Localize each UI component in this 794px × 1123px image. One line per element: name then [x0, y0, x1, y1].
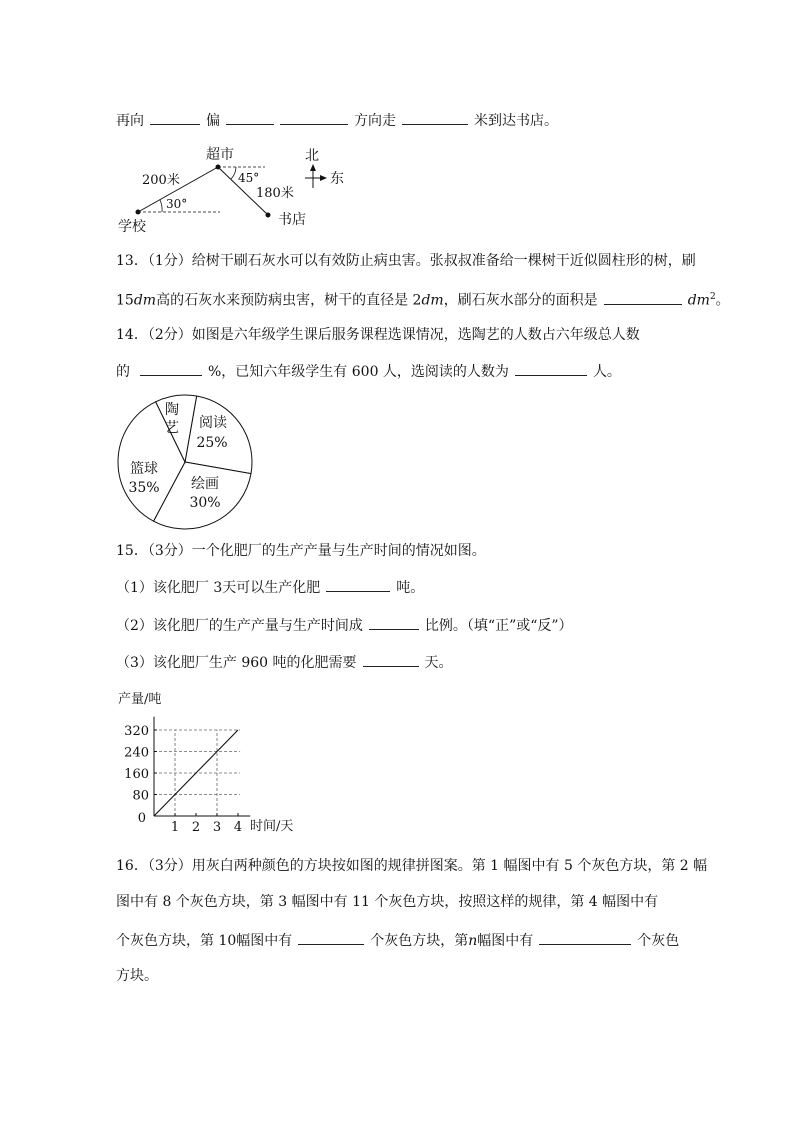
q14-line2: [116, 361, 621, 382]
q12-blank-direction2[interactable]: [226, 110, 274, 125]
supermarket-point: [216, 165, 221, 170]
q16-text: 个灰色方块，第: [370, 933, 469, 949]
q13-blank-area[interactable]: [604, 290, 682, 305]
pie-label-reading: 阅读: [199, 415, 227, 431]
east-label: 东: [330, 171, 344, 187]
q16-text: 个灰色方块，第 10幅图中有: [116, 933, 293, 949]
q14-text: 人。: [592, 364, 621, 380]
q16-line1: 16．（3分）用灰白两种颜色的方块按如图的规律拼图案。第 1 幅图中有 5 个灰色方块，第 2 幅: [116, 858, 708, 874]
angle-45-label: 45°: [238, 171, 260, 185]
q14-line1: 14．（2分）如图是六年级学生课后服务课程选课情况，选陶艺的人数占六年级总人数: [116, 327, 640, 343]
q15-stem: 15．（3分）一个化肥厂的生产产量与生产时间的情况如图。: [116, 543, 486, 559]
q15-text: 比例。（填“正”或“反”）: [424, 618, 573, 634]
q12-blank-direction1[interactable]: [150, 110, 200, 125]
y-tick-label: 240: [124, 745, 149, 761]
origin-label: 0: [137, 811, 146, 826]
q15-text: （2）该化肥厂的生产产量与生产时间成: [116, 618, 363, 634]
pie-label-basketball: 篮球: [130, 461, 158, 477]
pie-chart: [115, 392, 255, 532]
q15-blank-days[interactable]: [363, 652, 419, 667]
x-tick-label: 4: [233, 820, 243, 835]
compass-north-arrow-icon: [310, 164, 316, 171]
y-tick-label: 160: [124, 767, 149, 782]
x-tick-label: 2: [191, 820, 201, 835]
q12-blank-angle[interactable]: [280, 110, 348, 125]
q12-text: 米到达书店。: [474, 113, 558, 129]
pie-value-reading: 25%: [196, 435, 228, 451]
q13-text: 。: [715, 292, 730, 309]
q13-unit-exponent: 2: [709, 292, 716, 302]
compass-east-arrow-icon: [320, 175, 327, 181]
q13-text: 15: [116, 292, 134, 309]
north-label: 北: [305, 148, 319, 164]
distance-200-label: 200米: [142, 173, 180, 188]
supermarket-label: 超市: [206, 147, 234, 163]
angle-30-label: 30°: [166, 197, 188, 211]
q12-answer-line: [116, 110, 558, 131]
angle-arc-30: [160, 200, 162, 212]
distance-180-label: 180米: [256, 186, 294, 201]
q16-line2: 图中有 8 个灰色方块，第 3 幅图中有 11 个灰色方块，按照这样的规律，第 4 幅图中有: [116, 894, 659, 910]
bookstore-point: [266, 213, 271, 218]
q15-blank-proportion[interactable]: [369, 615, 419, 630]
q13-line2: [116, 287, 730, 311]
q15-text: （1）该化肥厂 3天可以生产化肥: [116, 580, 321, 596]
x-tick-label: 1: [170, 820, 180, 835]
q15-sub2: [116, 615, 573, 636]
pie-label-drawing: 绘画: [191, 476, 219, 492]
q12-text: 再向: [116, 113, 144, 129]
q15-text: 吨。: [396, 580, 425, 596]
q16-blank-nth[interactable]: [539, 930, 631, 945]
pie-label-pottery-1: 陶: [165, 402, 179, 418]
q13-text: ，刷石灰水部分的面积是: [443, 292, 598, 309]
q16-text: 幅图中有: [477, 933, 534, 949]
q16-blank-10th[interactable]: [298, 930, 364, 945]
q16-line3: [116, 930, 679, 951]
q14-blank-readers[interactable]: [515, 361, 587, 376]
q12-blank-distance[interactable]: [402, 110, 468, 125]
angle-arc-45: [231, 167, 236, 179]
q16-line4: 方块。: [116, 968, 158, 984]
bookstore-label: 书店: [278, 212, 306, 228]
q15-blank-tons[interactable]: [326, 577, 390, 592]
q14-text: %，已知六年级学生有 600 人，选阅读的人数为: [208, 364, 509, 380]
q13-unit: dm: [421, 292, 444, 309]
q13-unit: dm: [133, 292, 157, 309]
q13-text: 高的石灰水来预防病虫害，树干的直径是 2: [156, 292, 422, 309]
y-tick-label: 320: [124, 724, 149, 739]
q12-text: 偏: [206, 113, 220, 129]
x-tick-label: 3: [212, 820, 222, 835]
q16-variable-n: n: [468, 933, 478, 949]
q14-blank-percent[interactable]: [140, 361, 202, 376]
pie-value-drawing: 30%: [189, 495, 221, 511]
q15-sub1: [116, 577, 424, 598]
school-point: [136, 210, 141, 215]
pie-label-pottery-2: 艺: [165, 420, 179, 436]
pie-value-basketball: 35%: [128, 480, 160, 496]
q13-line1: 13．（1分）给树干刷石灰水可以有效防止病虫害。张叔叔准备给一棵树干近似圆柱形的树，刷: [116, 253, 696, 269]
q16-text: 个灰色: [637, 933, 680, 949]
y-axis-label: 产量/吨: [118, 692, 162, 707]
q13-unit: dm: [687, 292, 710, 309]
q12-text: 方向走: [354, 113, 396, 129]
q15-text: （3）该化肥厂生产 960 吨的化肥需要: [116, 655, 357, 671]
route-diagram: [110, 140, 360, 240]
q15-sub3: [116, 652, 453, 673]
y-tick-label: 80: [132, 788, 149, 804]
line-chart: [112, 688, 312, 838]
school-label: 学校: [118, 219, 146, 235]
q15-text: 天。: [424, 655, 453, 671]
q14-text: 的: [116, 364, 130, 380]
x-axis-label: 时间/天: [250, 819, 294, 834]
